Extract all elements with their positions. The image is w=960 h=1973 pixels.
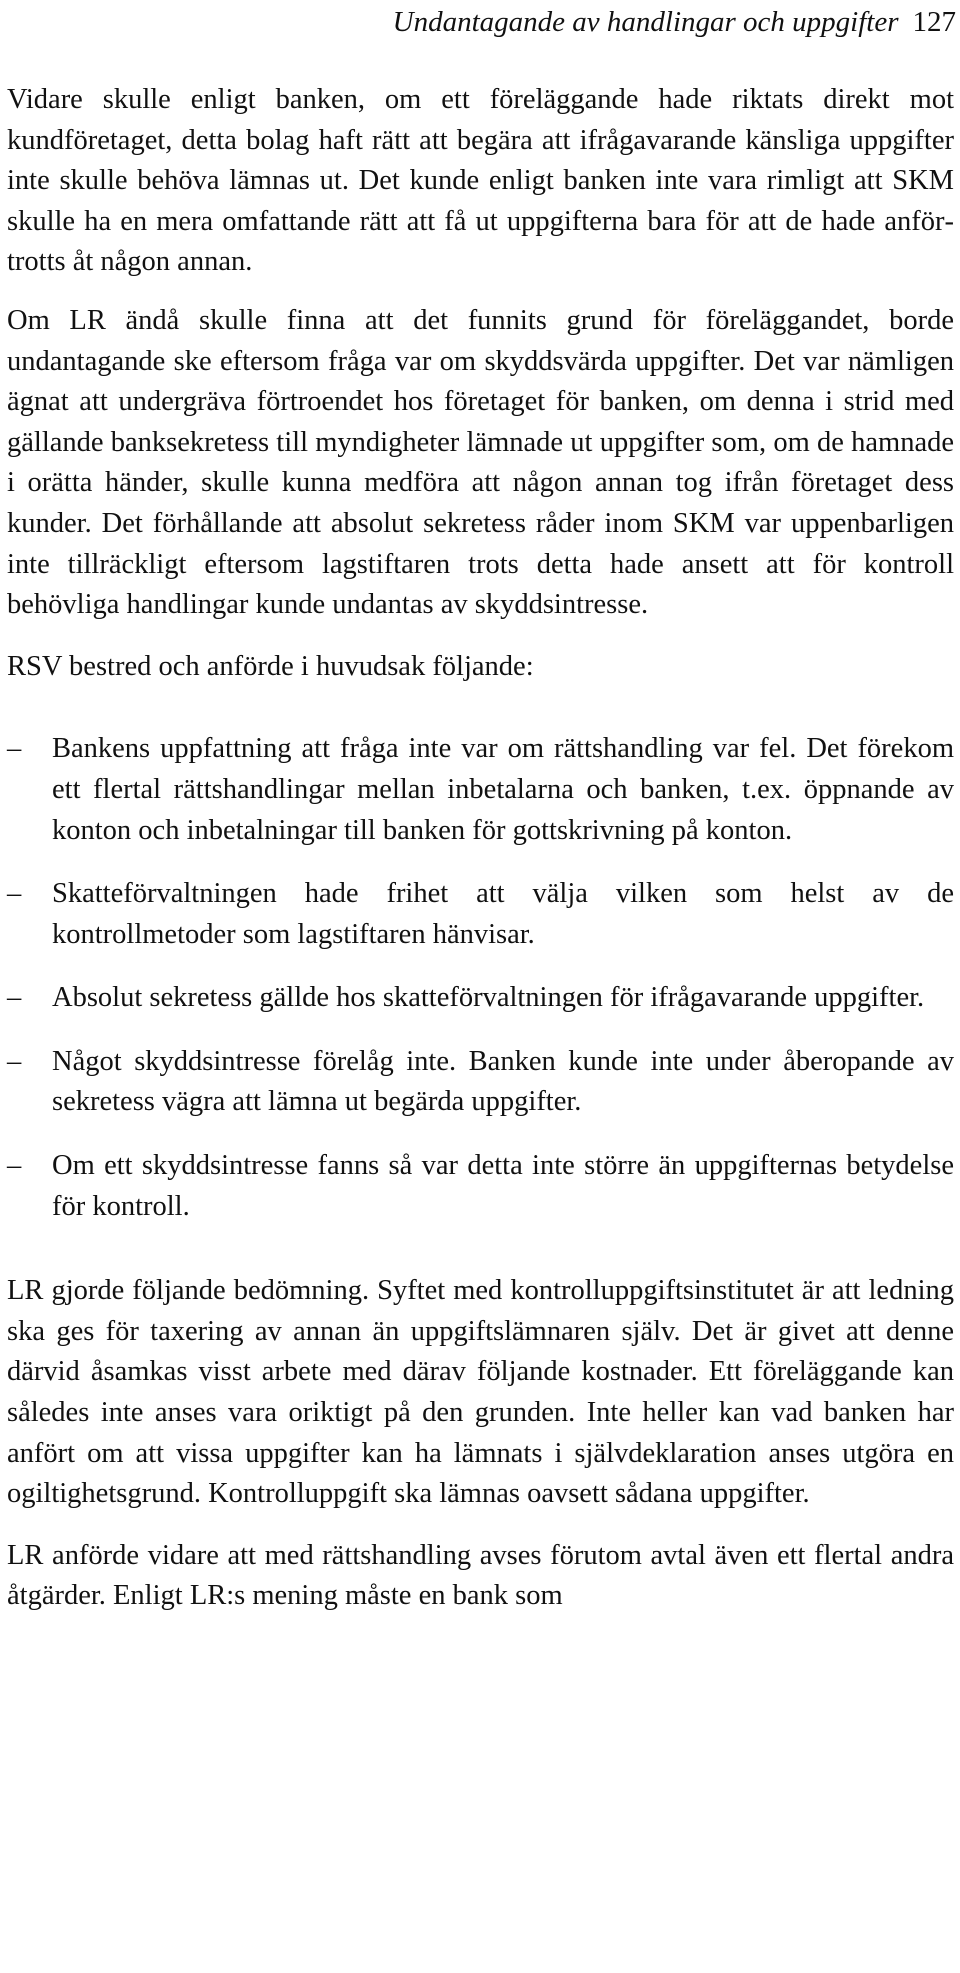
list-item [7, 978, 954, 1019]
dash-bullet: – [7, 982, 22, 1014]
page-number: 127 [912, 6, 956, 38]
dash-bullet: – [7, 878, 22, 910]
list-item [7, 874, 954, 955]
list-item-text: Skatteförvaltningen hade frihet att välja vilken som helst av de kontrollmetoder som lagstiftaren hänvisar. [52, 878, 954, 950]
paragraph-rsv-intro: RSV bestred och anförde i huvudsak följande: [7, 650, 534, 682]
list-item-text: Om ett skyddsintresse fanns så var detta inte större än uppgifternas betydelse för kontroll. [52, 1150, 954, 1222]
dash-bullet: – [7, 1045, 22, 1077]
list-item-text: Något skyddsintresse förelåg inte. Banken kunde inte under åberopande av sekretess vägra att lämna ut begärda uppgifter. [52, 1045, 954, 1118]
dash-bullet: – [7, 733, 22, 765]
body-text [7, 80, 954, 1617]
paragraph-bank-argument: Vidare skulle enligt banken, om ett föreläggande hade riktats direkt mot kundföretaget, detta bolag haft rätt att begära att ifrågavarande känsliga uppgifter inte skulle behöva lämnas ut. Det kunde enligt banken inte vara rimligt att SKM skulle ha en mera omfattande rätt att få ut uppgifterna bara för att de hade anförtrotts åt någon annan. [7, 84, 954, 278]
list-item [7, 1146, 954, 1227]
list-item-text: Bankens uppfattning att fråga inte var om rättshandling var fel. Det förekom ett flertal rättshandlingar mellan inbetalarna och banken, t.ex. öppnande av konton och inbetalningar till banken för gottskrivning på konton. [52, 733, 954, 846]
paragraph-lr-assessment: LR gjorde följande bedömning. Syftet med kontrolluppgiftsinstitutet är att ledning ska ges för taxering av annan än uppgiftslämnaren själv. Det är givet att denne därvid åsamkas visst arbete med därav följande kostnader. Ett föreläggande kan således inte anses vara oriktigt på den grunden. Inte heller kan vad banken har anfört om att vissa uppgifter kan ha lämnats i självdeklaration anses utgöra en ogiltighetsgrund. Kontrolluppgift ska lämnas oavsett sådana uppgifter. [7, 1275, 954, 1510]
rsv-arguments-list [7, 729, 954, 1227]
list-item-text: Absolut sekretess gällde hos skatteförvaltningen för ifrågavarande uppgifter. [52, 982, 925, 1014]
paragraph-lr-further: LR anförde vidare att med rättshandling avses förutom avtal även ett flertal andra åtgärder. Enligt LR:s mening måste en bank som [7, 1539, 954, 1612]
list-item [7, 729, 954, 851]
list-item [7, 1042, 954, 1123]
dash-bullet: – [7, 1150, 22, 1182]
chapter-title: Undantagande av handlingar och uppgifter [392, 6, 899, 38]
running-header [393, 4, 956, 40]
paragraph-exemption-argument: Om LR ändå skulle finna att det funnits grund för föreläggandet, borde undantagande ske eftersom fråga var om skyddsvärda uppgifter. Det var nämligen ägnat att undergräva förtroendet hos företaget för banken, om denna i strid med gällande banksekretess till myndigheter lämnade ut uppgifter som, om de hamnade i orätta händer, skulle kunna medföra att någon annan tog ifrån företaget dess kunder. Det förhållande att absolut sekretess råder inom SKM var uppenbarligen inte tillräckligt eftersom lagstiftaren trots detta hade ansett att för kontroll behövliga handlingar kunde undantas av skyddsintresse. [7, 304, 954, 621]
